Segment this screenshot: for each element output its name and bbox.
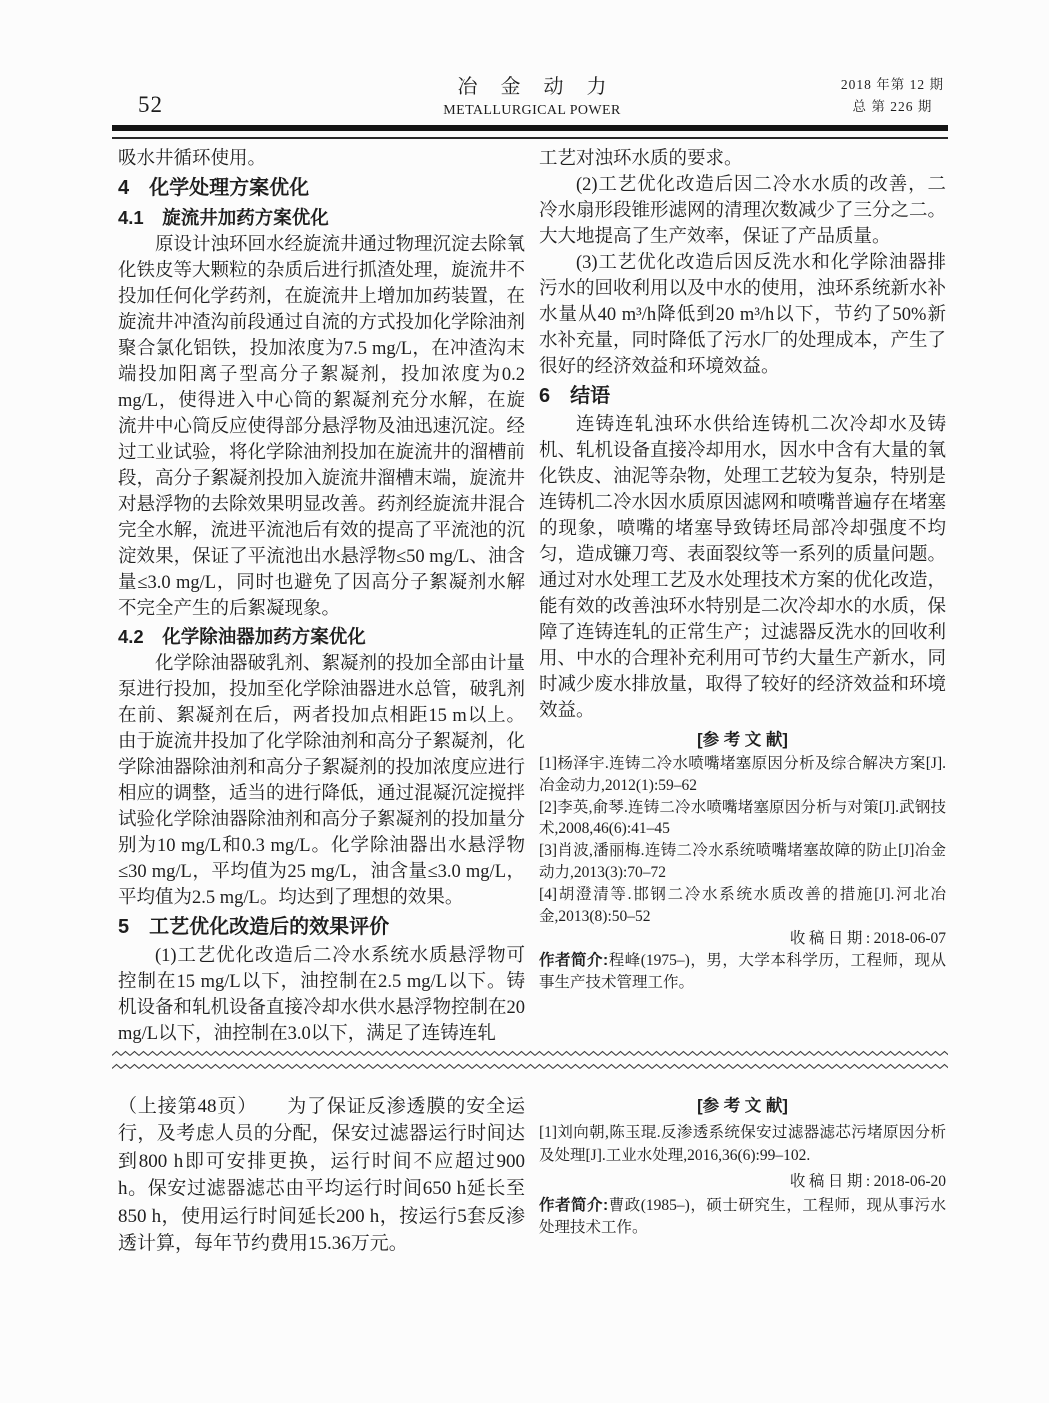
continuation-paragraph (118, 1093, 525, 1257)
reference-item: [3]肖波,潘丽梅.连铸二冷水系统喷嘴堵塞故障的防止[J]冶金动力,2013(3):70–72 (539, 842, 946, 881)
journal-title-block (118, 70, 946, 119)
subsection-heading-4-1: 4.1 旋流井加药方案优化 (118, 207, 329, 228)
author-bio-text: 曹政(1985–)，硕士研究生，工程师，现从事污水处理技术工作。 (539, 1197, 946, 1236)
journal-title-cn: 冶 金 动 力 (457, 76, 616, 98)
author-bio (539, 950, 946, 994)
top-right-column (539, 146, 946, 994)
reference-item: [1]杨泽宇.连铸二冷水喷嘴堵塞原因分析及综合解决方案[J].冶金动力,2012(1):59–62 (539, 755, 946, 794)
section-heading-5: 5 工艺优化改造后的效果评价 (118, 916, 390, 938)
page-number: 52 (138, 92, 163, 117)
body-paragraph: (2)工艺优化改造后因二冷水水质的改善，二冷水扇形段锥形滤网的清理次数减少了三分之二。大大地提高了生产效率，保证了产品质量。 (539, 175, 947, 247)
body-paragraph: 原设计浊环回水经旋流井通过物理沉淀去除氧化铁皮等大颗粒的杂质后进行抓渣处理，旋流井不投加任何化学药剂，在旋流井上增加加药装置，在旋流井冲渣沟前段通过自流的方式投加化学除油剂聚合氯化铝铁，投加浓度为7.5 mg/L，在冲渣沟末端投加阳离子型高分子絮凝剂，投加浓度为0.2 mg/L，使得进入中心筒的絮凝剂充分水解，在旋流井中心筒反应使得部分悬浮物及油迅速沉淀。经过工业试验，将化学除油剂投加在旋流井的溜槽前段，高分子絮凝剂投加入旋流井溜槽末端，旋流井对悬浮物的去除效果明显改善。药剂经旋流井混合完全水解，流进平流池后有效的提高了平流池的沉淀效果，保证了平流池出水悬浮物≤50 mg/L、油含量≤3.0 mg/L，同时也避免了因高分子絮凝剂水解不完全产生的后絮凝现象。 (118, 235, 526, 619)
references-title: [参 考 文 献] (697, 1097, 788, 1115)
body-paragraph: (3)工艺优化改造后因反洗水和化学除油器排污水的回收利用以及中水的使用，浊环系统新水补水量从40 m³/h降低到20 m³/h以下，节约了50%新水补充量，同时降低了污水厂的处理成本，产生了很好的经济效益和环境效益。 (539, 253, 947, 377)
journal-title-en: METALLURGICAL POWER (443, 103, 621, 118)
section-heading-4: 4 化学处理方案优化 (118, 177, 310, 199)
issue-number: 2018 年第 12 期 (840, 77, 944, 92)
reference-item: [4]胡澄清等.邯钢二冷水系统水质改善的措施[J].河北冶金,2013(8):50–52 (539, 885, 946, 925)
body-paragraph: 连铸连轧浊环水供给连铸机二次冷却水及铸机、轧机设备直接冷却用水，因水中含有大量的氧化铁皮、油泥等杂物，处理工艺较为复杂，特别是连铸机二冷水因水质原因滤网和喷嘴普遍存在堵塞的现象，喷嘴的堵塞导致铸坯局部冷却强度不均匀，造成镰刀弯、表面裂纹等一系列的质量问题。通过对水处理工艺及水处理技术方案的优化改造，能有效的改善浊环水特别是二次冷却水的水质，保障了连铸连轧的正常生产；过滤器反洗水的回收利用、中水的合理补充利用可节约大量生产新水，同时减少废水排放量，取得了较好的经济效益和环境效益。 (539, 415, 947, 721)
page-header (118, 70, 946, 122)
continuation-note: （上接第48页） (118, 1096, 258, 1117)
bottom-right-column (539, 1093, 946, 1239)
body-paragraph: (1)工艺优化改造后二冷水系统水质悬浮物可控制在15 mg/L以下，油控制在2.5 mg/L以下。铸机设备和轧机设备直接冷却水供水悬浮物控制在20 mg/L以下，油控制在3.0以下，满足了连铸连轧 (118, 946, 526, 1044)
received-date (539, 1170, 946, 1193)
author-bio (539, 1195, 946, 1239)
volume-number: 总 第 226 期 (852, 99, 933, 115)
section-heading-6: 6 结语 (539, 385, 611, 407)
received-date-label: 收稿日期: (789, 930, 874, 948)
header-rule-thick (112, 125, 948, 131)
body-paragraph: 工艺对浊环水质的要求。 (539, 149, 743, 169)
author-bio-label: 作者简介: (539, 952, 609, 970)
references-title: [参 考 文 献] (697, 731, 788, 749)
subsection-heading-4-2: 4.2 化学除油器加药方案优化 (118, 626, 366, 647)
body-paragraph: 化学除油器破乳剂、絮凝剂的投加全部由计量泵进行投加，投加至化学除油器进水总管，破乳剂在前、絮凝剂在后，两者投加点相距15 m以上。由于旋流井投加了化学除油剂和高分子絮凝剂，化学除油器除油剂和高分子絮凝剂的投加浓度应进行相应的调整，适当的进行降低，通过混凝沉淀搅拌试验化学除油器除油剂和高分子絮凝剂的投加量分别为10 mg/L和0.3 mg/L。化学除油器出水悬浮物≤30 mg/L，平均值为25 mg/L，油含量≤3.0 mg/L，平均值为2.5 mg/L。均达到了理想的效果。 (118, 654, 526, 908)
continuation-text: 为了保证反渗透膜的安全运行，及考虑人员的分配，保安过滤器运行时间达到800 h即可安排更换，运行时间不应超过900 h。保安过滤器滤芯由平均运行时间650 h延长至850 h，使用运行时间延长200 h，按运行5套反渗透计算，每年节约费用15.36万元。 (118, 1096, 525, 1255)
received-date-label: 收稿日期: (789, 1173, 874, 1190)
zigzag-divider (112, 1050, 948, 1076)
bottom-left-column (118, 1093, 525, 1257)
author-bio-label: 作者简介: (539, 1197, 609, 1214)
received-date-value: 2018-06-07 (873, 930, 946, 948)
reference-item: [1]刘向朝,陈玉琨.反渗透系统保安过滤器滤芯污堵原因分析及处理[J].工业水处理,2016,36(6):99–102. (539, 1124, 946, 1164)
zigzag-line (112, 1063, 948, 1070)
received-date (539, 927, 946, 950)
header-rule-thin (112, 137, 948, 139)
zigzag-line (112, 1050, 948, 1057)
body-paragraph: 吸水井循环使用。 (118, 149, 267, 169)
received-date-value: 2018-06-20 (873, 1173, 946, 1190)
issue-info (841, 74, 944, 119)
reference-item: [2]李英,俞琴.连铸二冷水喷嘴堵塞原因分析与对策[J].武钢技术,2008,46(6):41–45 (539, 798, 946, 838)
author-bio-text: 程峰(1975–)，男，大学本科学历，工程师，现从事生产技术管理工作。 (539, 952, 946, 992)
top-left-column (118, 146, 525, 1047)
